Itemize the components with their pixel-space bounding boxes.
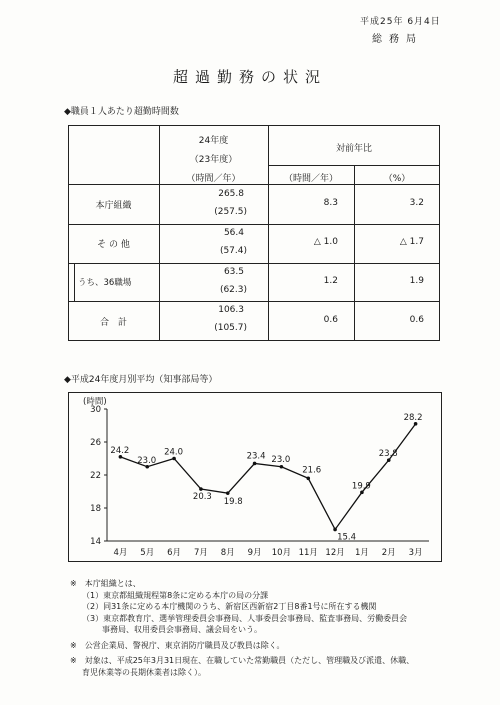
row-prev-other: (57.4)	[219, 246, 247, 256]
row-diff-honcho: 8.3	[323, 198, 338, 208]
data-label: 23.4	[246, 451, 266, 462]
data-point	[199, 487, 203, 491]
row-label-total: 合 計	[99, 318, 127, 328]
y-tick-label: 18	[90, 504, 101, 514]
data-point	[253, 462, 257, 466]
row-prev-total: (105.7)	[214, 323, 247, 333]
note-scope-cont: 育児休業等の長期休業者は除く）。	[82, 667, 206, 677]
x-tick-label: 10月	[271, 548, 292, 558]
x-tick-label: 2月	[381, 548, 396, 558]
x-tick-label: 11月	[298, 548, 318, 558]
row-prev-honcho: (257.5)	[214, 207, 247, 217]
row-label-other: そ の 他	[97, 240, 130, 250]
row-value-other: 56.4	[223, 228, 244, 238]
row-diff-other: △ 1.0	[313, 237, 338, 247]
x-tick-label: 9月	[247, 548, 262, 558]
note-item-2: （2）同31条に定める本庁機関のうち、新宿区西新宿2丁目8番1号に所在する機関	[82, 602, 377, 611]
x-tick-label: 3月	[408, 548, 423, 558]
data-label: 15.4	[337, 532, 357, 543]
row-pct-36: 1.9	[409, 276, 424, 286]
col-diff-unit: （時間／年）	[283, 174, 338, 184]
row-value-honcho: 265.8	[218, 189, 244, 199]
note-heading: ※ 本庁組織とは、	[70, 579, 141, 588]
data-point	[226, 491, 230, 495]
x-tick-label: 8月	[220, 548, 235, 558]
data-point	[280, 465, 284, 469]
row-label-36: うち、36職場	[78, 278, 132, 288]
data-label: 19.9	[351, 481, 371, 492]
col-year-sub-label: （23年度）	[189, 155, 238, 165]
x-tick-label: 7月	[193, 548, 208, 558]
row-diff-36: 1.2	[323, 276, 338, 286]
row-pct-honcho: 3.2	[409, 198, 424, 208]
note-item-3-cont: 事務局、収用委員会事務局、議会局をいう。	[102, 625, 262, 634]
data-label: 28.2	[403, 412, 423, 423]
table-frame	[68, 125, 440, 341]
x-tick-label: 4月	[113, 548, 128, 558]
note-item-1: （1）東京都組織規程第8条に定める本庁の局の分課	[82, 590, 269, 600]
data-label: 24.2	[110, 445, 130, 456]
row-pct-other: △ 1.7	[399, 237, 424, 247]
row-pct-total: 0.6	[409, 315, 424, 325]
series-line	[120, 424, 415, 530]
note-scope: ※ 対象は、平成25年3月31日現在、在職していた常勤職員（ただし、管理職及び派遣、休職、	[70, 656, 415, 665]
data-point	[333, 528, 337, 532]
notes	[70, 578, 470, 678]
row-value-total: 106.3	[218, 305, 244, 315]
data-label: 20.3	[192, 492, 212, 503]
y-tick-label: 30	[90, 405, 101, 415]
col-compare-label: 対前年比	[335, 144, 372, 154]
col-year-label: 24年度	[198, 136, 229, 146]
row-prev-36: (62.3)	[219, 285, 247, 295]
x-tick-label: 1月	[354, 548, 369, 558]
col-pct-unit: （%）	[383, 174, 411, 184]
data-label: 19.8	[223, 497, 243, 508]
x-tick-label: 6月	[167, 548, 182, 558]
data-label: 23.8	[378, 449, 398, 460]
row-diff-total: 0.6	[323, 315, 338, 325]
row-value-36: 63.5	[223, 267, 244, 277]
x-tick-label: 5月	[140, 548, 155, 558]
note-exclusions: ※ 公営企業局、警視庁、東京消防庁職員及び教員は除く。	[70, 640, 285, 650]
chart-frame	[68, 392, 442, 562]
y-tick-label: 14	[90, 537, 101, 547]
x-tick-label: 12月	[325, 548, 345, 558]
data-label: 23.0	[271, 454, 291, 465]
data-point	[306, 477, 310, 481]
data-label: 24.0	[164, 447, 184, 458]
monthly-overtime-chart	[69, 393, 441, 561]
y-tick-label: 26	[90, 438, 101, 448]
y-axis-label: (時間)	[83, 397, 107, 407]
col-year-unit: （時間／年）	[186, 174, 241, 184]
section2-heading: ◆平成24年度月別平均（知事部局等）	[64, 375, 218, 385]
y-tick-label: 22	[90, 471, 101, 481]
header-date: 平成25年 6月4日	[360, 17, 441, 27]
header-department: 総務局	[372, 34, 423, 45]
note-item-3: （3）東京都教育庁、選挙管理委員会事務局、人事委員会事務局、監査事務局、労働委員会	[82, 613, 408, 623]
row-label-honcho: 本庁組織	[95, 201, 132, 211]
page-title: 超過勤務の状況	[172, 68, 327, 86]
data-label: 21.6	[302, 465, 322, 476]
section1-heading: ◆職員１人あたり超勤時間数	[64, 107, 179, 117]
data-label: 23.0	[137, 455, 157, 466]
